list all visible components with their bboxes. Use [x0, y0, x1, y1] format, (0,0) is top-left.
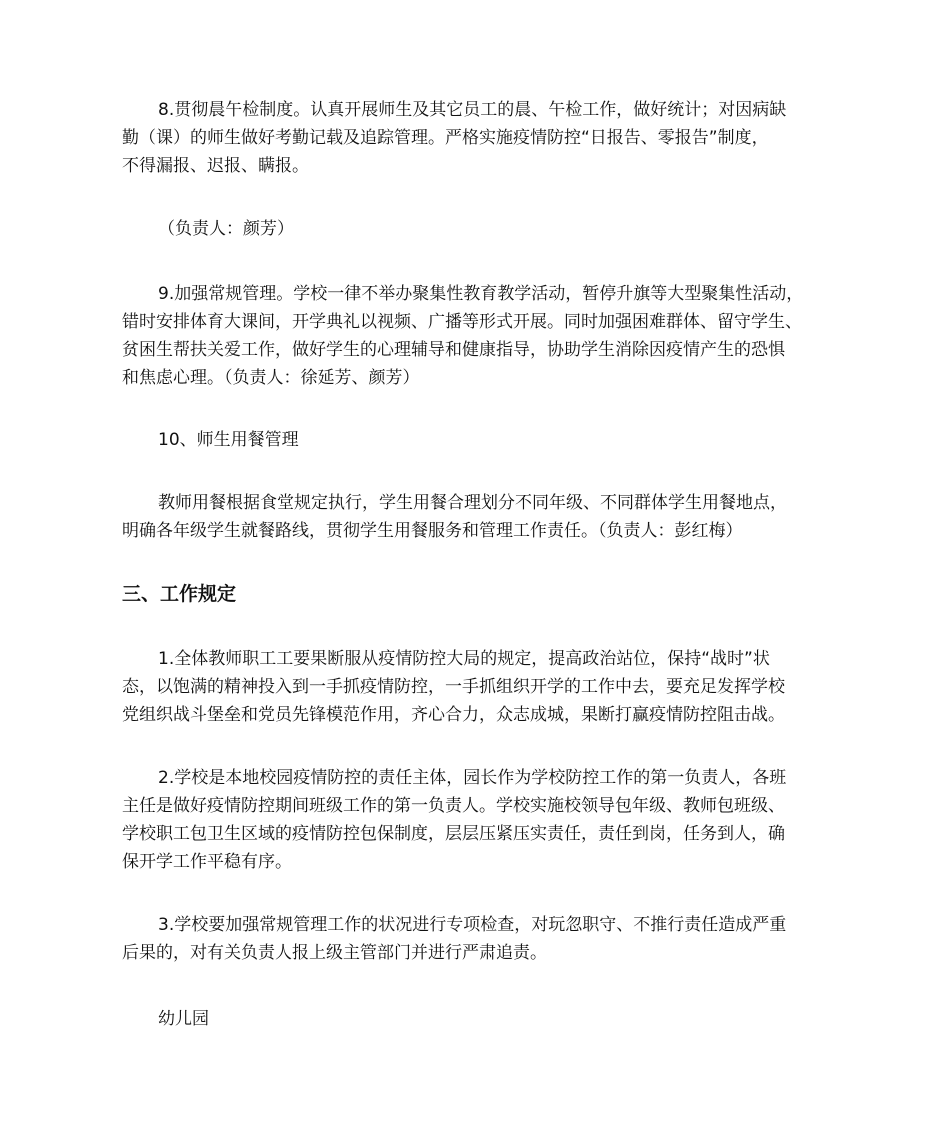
paragraph-line: 教师用餐根据食堂规定执行，学生用餐合理划分不同年级、不同群体学生用餐地点，: [158, 493, 787, 513]
paragraph-line: 幼儿园: [158, 1009, 209, 1029]
paragraph-line: 3.学校要加强常规管理工作的状况进行专项检查，对玩忽职守、不推行责任造成严重: [158, 915, 787, 935]
paragraph-line: 9.加强常规管理。学校一律不举办聚集性教育教学活动，暂停升旗等大型聚集性活动，: [158, 284, 804, 304]
paragraph-line: 1.全体教师职工工要果断服从疫情防控大局的规定，提高政治站位，保持“战时”状: [158, 649, 770, 669]
paragraph-line: 错时安排体育大课间，开学典礼以视频、广播等形式开展。同时加强困难群体、留守学生、: [122, 312, 802, 332]
rule-3: [122, 911, 834, 967]
paragraph-8-owner: [122, 215, 834, 243]
paragraph-9: [122, 280, 834, 392]
paragraph-10: [122, 489, 834, 545]
paragraph-line: 主任是做好疫情防控期间班级工作的第一负责人。学校实施校领导包年级、教师包班级、: [122, 796, 785, 816]
paragraph-line: 党组织战斗堡垒和党员先锋模范作用，齐心合力，众志成城，果断打赢疫情防控阻击战。: [122, 705, 785, 725]
paragraph-line: 10、师生用餐管理: [158, 430, 299, 450]
paragraph-line: 后果的，对有关负责人报上级主管部门并进行严肃追责。: [122, 943, 547, 963]
paragraph-10-title: [122, 426, 834, 454]
paragraph-line: 学校职工包卫生区域的疫情防控包保制度，层层压紧压实责任，责任到岗，任务到人，确: [122, 824, 785, 844]
paragraph-line: （负责人：颜芳）: [158, 219, 294, 239]
section-heading: 三、工作规定: [122, 583, 237, 605]
paragraph-line: 2.学校是本地校园疫情防控的责任主体，园长作为学校防控工作的第一负责人，各班: [158, 768, 787, 788]
paragraph-8: [122, 96, 834, 180]
paragraph-line: 8.贯彻晨午检制度。认真开展师生及其它员工的晨、午检工作，做好统计；对因病缺: [158, 100, 787, 120]
paragraph-line: 勤（课）的师生做好考勤记载及追踪管理。严格实施疫情防控“日报告、零报告”制度，: [122, 128, 769, 148]
paragraph-line: 和焦虑心理。（负责人：徐延芳、颜芳）: [122, 368, 420, 388]
paragraph-line: 贫困生帮扶关爱工作，做好学生的心理辅导和健康指导，协助学生消除因疫情产生的恐惧: [122, 340, 785, 360]
closing-signature: [122, 1005, 834, 1033]
paragraph-line: 保开学工作平稳有序。: [122, 852, 292, 872]
paragraph-line: 态，以饱满的精神投入到一手抓疫情防控，一手抓组织开学的工作中去，要充足发挥学校: [122, 677, 785, 697]
paragraph-line: 不得漏报、迟报、瞒报。: [122, 156, 309, 176]
rule-2: [122, 764, 834, 876]
rule-1: [122, 645, 834, 729]
paragraph-line: 明确各年级学生就餐路线，贯彻学生用餐服务和管理工作责任。（负责人：彭红梅）: [122, 521, 743, 541]
